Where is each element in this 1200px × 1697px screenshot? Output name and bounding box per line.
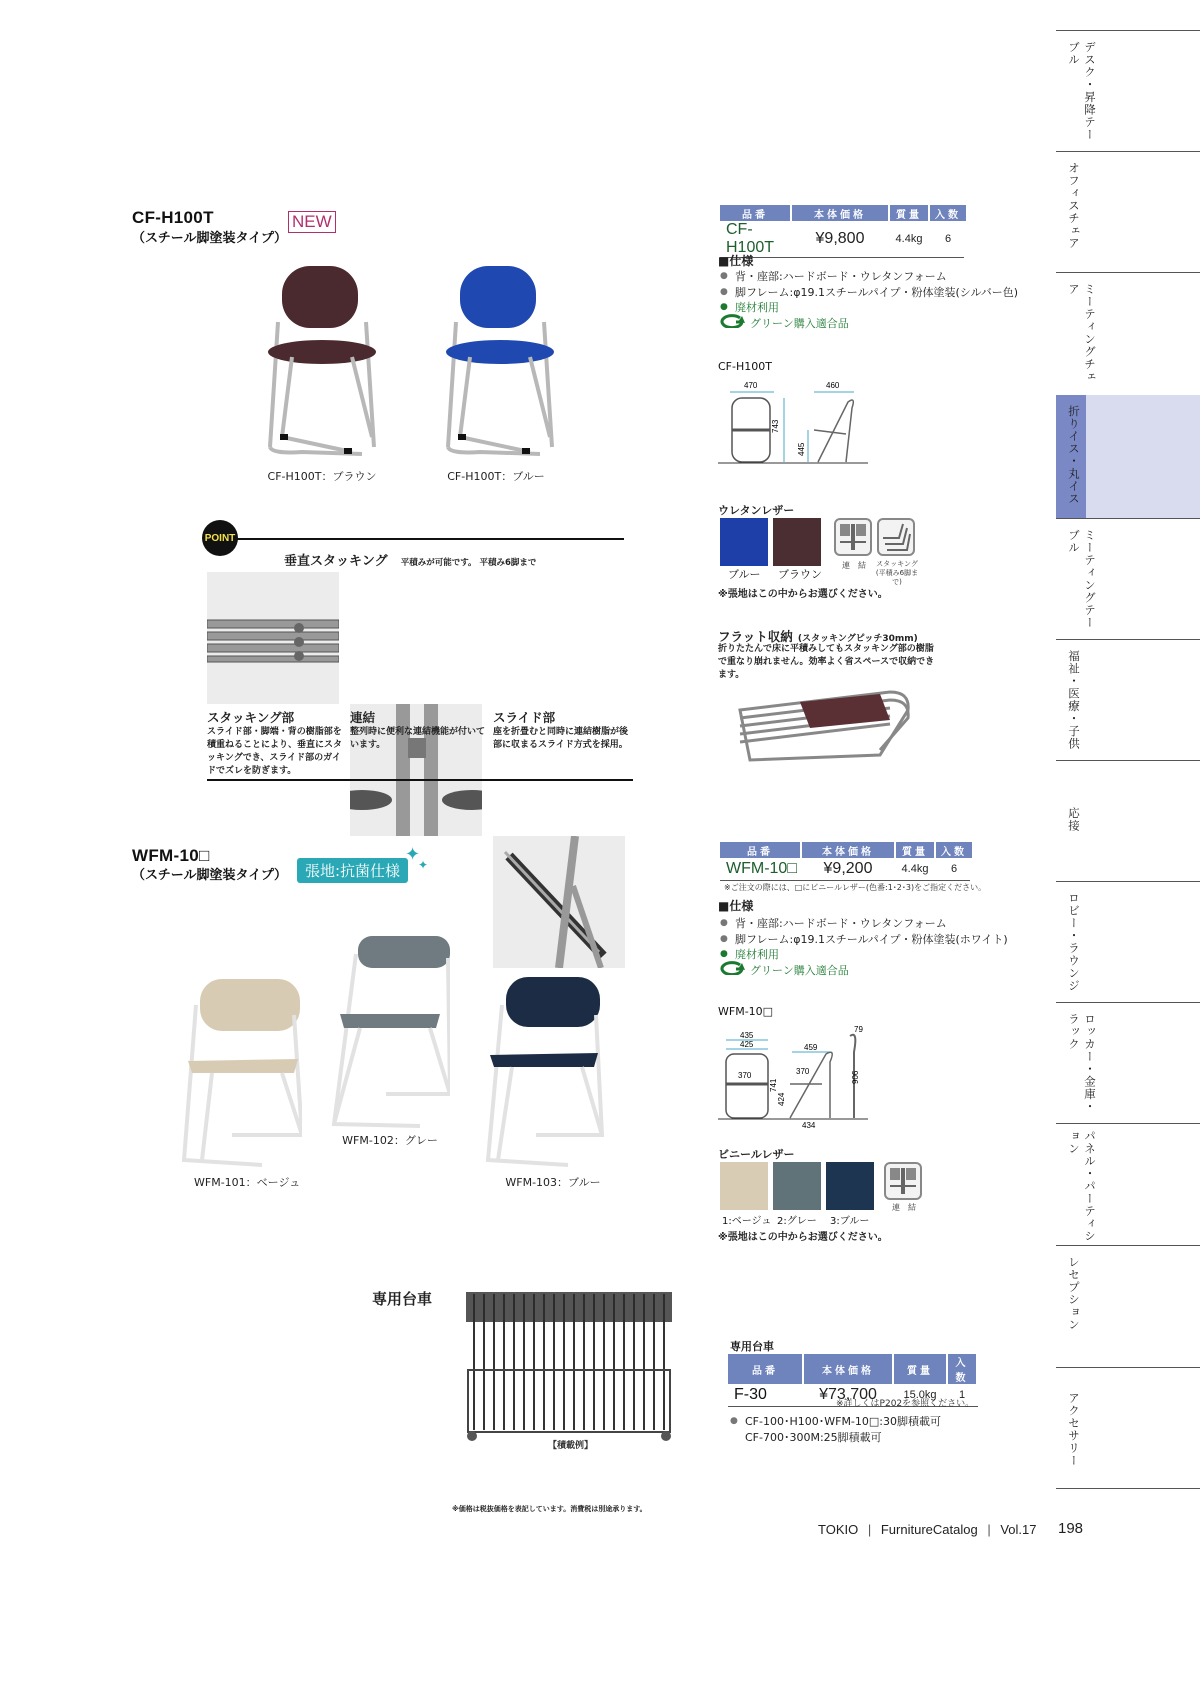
sidebar-tab-label: レセプション xyxy=(1067,1256,1081,1331)
dimension-label: WFM-10□ xyxy=(718,1005,774,1018)
stacking-label: スタッキング xyxy=(876,560,918,568)
product-code: F-30 xyxy=(734,1386,767,1403)
stacking-part-photo xyxy=(207,572,339,704)
dimension-label: CF-H100T xyxy=(718,360,772,373)
chair-caption: WFM-101：ベージュ xyxy=(194,1176,301,1189)
quantity: 6 xyxy=(944,233,952,245)
antibacterial-badge: 張地:抗菌仕様 xyxy=(297,858,408,883)
cart-heading: 専用台車 xyxy=(372,1290,433,1308)
spec-item: ● 脚フレーム:φ19.1スチールパイプ・粉体塗装(シルバー色) xyxy=(718,285,1038,301)
svg-text:434: 434 xyxy=(802,1121,816,1130)
spec-list xyxy=(718,269,1038,316)
chair-image-blue xyxy=(482,975,604,1170)
weight: 4.4kg xyxy=(895,233,923,245)
swatch-label: 1:ベージュ xyxy=(722,1216,772,1227)
capacity-list xyxy=(728,1414,1028,1430)
svg-text:460: 460 xyxy=(826,381,840,390)
spec-table-wfm-10 xyxy=(718,842,974,881)
flat-storage-title: フラット収納 xyxy=(718,629,793,644)
sparkle-icon: ✦ xyxy=(418,858,429,872)
flat-storage-text: 折りたたんで床に平積みしてもスタッキング部の樹脂で重なり崩れません。効率よく省スペースで収納できます。 xyxy=(718,644,935,680)
sidebar-tab-label: 折りイス・丸イス xyxy=(1067,405,1081,505)
sidebar-tab-label: 応接 xyxy=(1067,807,1081,832)
feature-icon-label: 連 結 xyxy=(842,561,866,570)
sidebar-tab-panel[interactable] xyxy=(1056,1123,1200,1245)
svg-text:425: 425 xyxy=(740,1040,754,1049)
feature-title: スタッキング部 xyxy=(207,710,295,725)
swatch-blue[interactable] xyxy=(720,518,768,566)
sidebar-tab-label: パネル・パーティション xyxy=(1067,1130,1097,1243)
feature-title: 連結 xyxy=(350,710,376,725)
feature-text: 整列時に便利な連結機能が付いています。 xyxy=(350,727,486,750)
header-code: 品番 xyxy=(728,1354,802,1384)
material-label: ウレタンレザー xyxy=(718,504,795,517)
green-purchase-label: グリーン購入適合品 xyxy=(750,316,849,330)
svg-text:445: 445 xyxy=(797,442,806,456)
swatch-gray[interactable] xyxy=(773,1162,821,1210)
feature-text: スライド部・脚端・背の樹脂部を積重ねることにより、垂直にスタッキングでき、スライド部のガイドでズレを防ぎます。 xyxy=(207,727,343,776)
green-mark-icon xyxy=(718,314,746,331)
header-code: 品番 xyxy=(720,842,800,858)
weight: 15.0kg xyxy=(903,1389,937,1401)
green-purchase-label: グリーン購入適合品 xyxy=(750,963,849,977)
swatch-beige[interactable] xyxy=(720,1162,768,1210)
sidebar-tab-locker[interactable] xyxy=(1056,1002,1200,1123)
quantity: 1 xyxy=(958,1389,966,1401)
sidebar-tab-accessory[interactable] xyxy=(1056,1367,1200,1489)
header-price: 本体価格 xyxy=(802,842,894,858)
swatch-blue[interactable] xyxy=(826,1162,874,1210)
order-note: ※ご注文の際には、□にビニールレザー(色番:1･2･3)をご指定ください。 xyxy=(724,883,987,892)
svg-text:370: 370 xyxy=(738,1071,752,1080)
swatch-note: ※張地はこの中からお選びください。 xyxy=(718,1232,888,1243)
header-price: 本体価格 xyxy=(792,205,888,221)
price: ¥73,700 xyxy=(819,1386,877,1403)
sidebar-tab-label: ミーティングチェア xyxy=(1067,283,1097,383)
chair-image-brown xyxy=(262,262,382,462)
spec-heading: ■仕様 xyxy=(718,899,754,913)
chair-caption: CF-H100T：ブルー xyxy=(447,470,545,483)
chair-caption: WFM-102：グレー xyxy=(342,1134,438,1147)
tax-note: ※価格は税抜価格を表記しています。消費税は別途承ります。 xyxy=(452,1505,647,1513)
sidebar-tab-label: ミーティングテーブル xyxy=(1067,529,1097,629)
spec-item: ● 背・座部:ハードボード・ウレタンフォーム xyxy=(718,269,1038,285)
dimension-drawing xyxy=(718,378,878,468)
reference-note: ※詳しくはP202を参照ください。 xyxy=(836,1399,975,1409)
stacking-sublabel: (平積み6脚まで) xyxy=(875,569,919,586)
swatch-label: 2:グレー xyxy=(777,1216,817,1227)
cart-caption: 【積載例】 xyxy=(548,1441,594,1451)
separator: | xyxy=(867,1522,872,1537)
point-badge: POINT xyxy=(202,520,238,556)
product-code: CF-H100T xyxy=(726,221,775,256)
catalog-name: FurnitureCatalog xyxy=(880,1522,978,1537)
cart-image xyxy=(462,1290,676,1442)
sidebar-tab-meeting-table[interactable] xyxy=(1056,518,1200,639)
spec-item: ● 脚フレーム:φ19.1スチールパイプ・粉体塗装(ホワイト) xyxy=(718,932,1038,948)
price: ¥9,200 xyxy=(823,860,873,877)
sidebar-tab-label: ロッカー・金庫・ラック xyxy=(1067,1013,1097,1113)
sidebar-tab-reception-room[interactable] xyxy=(1056,760,1200,881)
feature-text: 座を折畳むと同時に連結樹脂が後部に収まるスライド方式を採用。 xyxy=(493,727,629,750)
price: ¥9,800 xyxy=(815,230,865,247)
stacking-feature-icon xyxy=(877,518,915,556)
swatch-label: ブラウン xyxy=(778,568,822,581)
header-weight: 質量 xyxy=(896,842,934,858)
svg-text:741: 741 xyxy=(769,1078,778,1092)
feature-title: スライド部 xyxy=(493,710,556,725)
spec-item: ● 背・座部:ハードボード・ウレタンフォーム xyxy=(718,916,1038,932)
feature-icon-label xyxy=(872,560,922,587)
point-heading xyxy=(284,550,536,569)
dim-width: 470 xyxy=(744,381,758,390)
swatch-brown[interactable] xyxy=(773,518,821,566)
sidebar-tab-label: ロビー・ラウンジ xyxy=(1067,892,1081,992)
cart-table-title: 専用台車 xyxy=(730,1340,774,1353)
page-number: 198 xyxy=(1058,1520,1084,1537)
svg-text:370: 370 xyxy=(796,1067,810,1076)
divider xyxy=(236,538,624,540)
sidebar-tab-label: 福祉・医療・子供 xyxy=(1067,650,1081,750)
chair-image-gray xyxy=(330,934,450,1129)
sidebar-tab-label: オフィスチェア xyxy=(1067,162,1081,250)
svg-text:435: 435 xyxy=(740,1031,754,1040)
spec-table-cf-h100t xyxy=(718,205,968,258)
product-code: WFM-10□ xyxy=(726,860,797,877)
svg-text:906: 906 xyxy=(851,1070,860,1084)
brand-name: TOKIO xyxy=(818,1522,859,1537)
header-qty: 入数 xyxy=(948,1354,976,1384)
swatch-note: ※張地はこの中からお選びください。 xyxy=(718,589,888,600)
product-title: WFM-10□ xyxy=(132,846,210,865)
chair-caption: CF-H100T：ブラウン xyxy=(267,470,377,483)
dimension-drawing xyxy=(718,1022,878,1132)
swatch-label: 3:ブルー xyxy=(830,1216,870,1227)
header-qty: 入数 xyxy=(936,842,972,858)
sidebar-tab-label: アクセサリー xyxy=(1067,1392,1081,1467)
material-label: ビニールレザー xyxy=(718,1148,795,1161)
flat-storage-pitch: (スタッキングピッチ30mm) xyxy=(797,634,918,644)
divider xyxy=(720,880,970,881)
product-title: CF-H100T xyxy=(132,208,214,227)
capacity-item: CF-700･300M:25脚積載可 xyxy=(745,1431,882,1444)
sidebar-tab-folding-chair[interactable] xyxy=(1056,395,1200,518)
new-badge: NEW xyxy=(288,211,336,233)
header-weight: 質量 xyxy=(890,205,928,221)
sparkle-icon: ✦ xyxy=(405,844,421,865)
header-weight: 質量 xyxy=(894,1354,946,1384)
green-mark-icon xyxy=(718,961,746,978)
svg-text:424: 424 xyxy=(777,1092,786,1106)
sidebar-tab-desk[interactable] xyxy=(1056,30,1200,151)
weight: 4.4kg xyxy=(901,863,929,875)
swatch-label: ブルー xyxy=(728,568,761,581)
footer-credit xyxy=(818,1522,1036,1537)
sidebar-tab-meeting-chair[interactable] xyxy=(1056,272,1200,395)
svg-text:79: 79 xyxy=(854,1025,863,1034)
recycled-item: ● 廃材利用 xyxy=(718,947,1038,963)
sidebar-tab-office-chair[interactable] xyxy=(1056,151,1200,272)
product-subtitle: （スチール脚塗装タイプ） xyxy=(132,231,287,246)
capacity-item: ● CF-100･H100･WFM-10□:30脚積載可 xyxy=(728,1414,1028,1430)
separator: | xyxy=(987,1522,991,1537)
green-purchase xyxy=(718,961,849,978)
header-code: 品番 xyxy=(720,205,790,221)
header-price: 本体価格 xyxy=(804,1354,892,1384)
link-feature-icon xyxy=(834,518,872,556)
divider xyxy=(720,257,964,258)
sidebar-tab-welfare[interactable] xyxy=(1056,639,1200,760)
stacked-chairs-image xyxy=(730,680,920,765)
chair-image-blue xyxy=(440,262,560,462)
chair-image-beige xyxy=(182,975,302,1170)
spec-list xyxy=(718,916,1038,963)
quantity: 6 xyxy=(950,863,958,875)
header-qty: 入数 xyxy=(930,205,966,221)
slide-part-photo xyxy=(493,836,625,968)
divider xyxy=(207,779,633,781)
feature-icon-label: 連 結 xyxy=(892,1203,916,1212)
point-subtitle: 平積みが可能です。 平積み6脚まで xyxy=(400,558,537,568)
product-subtitle: （スチール脚塗装タイプ） xyxy=(132,868,287,883)
svg-text:743: 743 xyxy=(771,419,780,433)
sidebar-tab-lobby[interactable] xyxy=(1056,881,1200,1002)
svg-text:459: 459 xyxy=(804,1043,818,1052)
sidebar-tab-reception[interactable] xyxy=(1056,1245,1200,1367)
spec-heading: ■仕様 xyxy=(718,254,754,268)
green-purchase xyxy=(718,314,849,331)
catalog-volume: Vol.17 xyxy=(1000,1522,1037,1537)
recycled-item: ● 廃材利用 xyxy=(718,300,1038,316)
sidebar-tab-label: デスク・昇降テーブル xyxy=(1067,41,1097,141)
chair-caption: WFM-103：ブルー xyxy=(505,1176,601,1189)
link-feature-icon xyxy=(884,1162,922,1200)
point-title: 垂直スタッキング xyxy=(284,554,388,569)
